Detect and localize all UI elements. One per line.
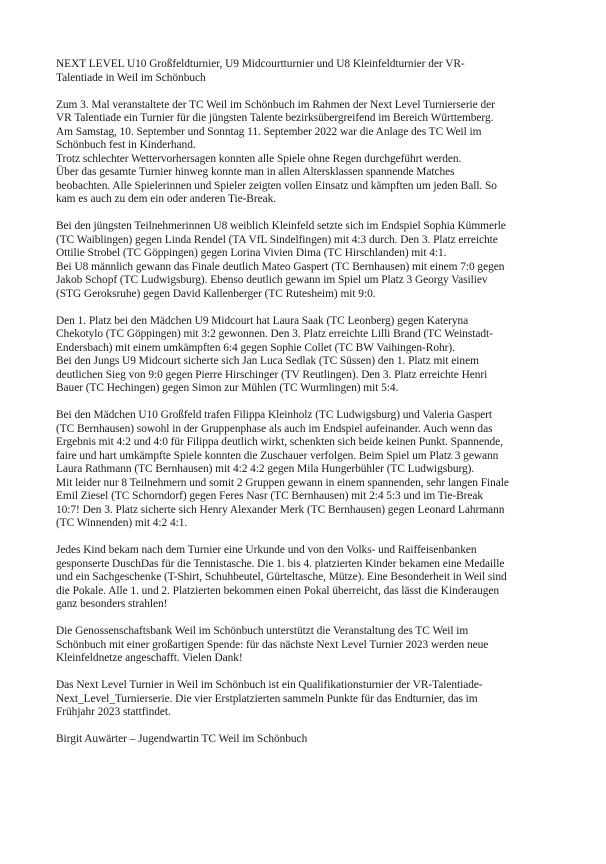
text-line: faire und hart umkämpfte Spiele konnten die Zuschauer verfolgen. Beim Spiel um Platz 3 gewann <box>56 449 499 462</box>
text-line: die Pokale. Alle 1. und 2. Platzierten bekommen einen Pokal überreicht, das lässt die Kinderaugen <box>56 584 500 597</box>
text-line: Bei den Jungs U9 Midcourt sicherte sich Jan Luca Sedlak (TC Süssen) den 1. Platz mit einem <box>56 355 479 367</box>
paragraph-prizes <box>56 544 556 612</box>
text-line: Ottilie Strobel (TC Göppingen) gegen Lorina Vivien Dima (TC Hirschlanden) mit 4:1. <box>56 247 447 259</box>
text-line: und ein Sachgeschenke (T-Shirt, Schuhbeutel, Gürteltasche, Mütze). Eine Besonderheit in Weil sind <box>56 571 507 583</box>
text-line: Bei den jüngsten Teilnehmerinnen U8 weiblich Kleinfeld setzte sich im Endspiel Sophia Kümmerle <box>56 220 506 232</box>
text-line: (TC Bernhausen) sowohl in der Gruppenphase als auch im Endspiel aufeinander. Auch wenn das <box>56 422 493 435</box>
text-line: Bauer (TC Hechingen) gegen Simon zur Mühlen (TC Wurmlingen) mit 5:4. <box>56 382 399 394</box>
text-line: Den 1. Platz bei den Mädchen U9 Midcourt hat Laura Saak (TC Leonberg) gegen Kateryna <box>56 314 469 327</box>
paragraph-u9-results <box>56 315 556 396</box>
text-line: Jedes Kind bekam nach dem Turnier eine Urkunde und von den Volks- und Raiffeisenbanken <box>56 544 477 556</box>
paragraph-u10-results <box>56 409 556 531</box>
paragraph-sponsor <box>56 625 556 666</box>
text-line: VR Talentiade ein Turnier für die jüngsten Talente bezirksübergreifend im Bereich Württemberg. <box>56 112 494 124</box>
paragraph-intro <box>56 99 556 207</box>
title-line: NEXT LEVEL U10 Großfeldturnier, U9 Midcourtturnier und U8 Kleinfeldturnier der VR- <box>56 58 465 70</box>
text-line: Schönbuch mit einer großartigen Spende: für das nächste Next Level Turnier 2023 werden neue <box>56 638 489 651</box>
document-title <box>56 58 556 85</box>
text-line: Next_Level_Turnierserie. Die vier Erstplatzierten sammeln Punkte für das Endturnier, das im <box>56 692 478 705</box>
text-line: Trotz schlechter Wettervorhersagen konnten alle Spiele ohne Regen durchgeführt werden. <box>56 152 462 165</box>
author-signature: Birgit Auwärter – Jugendwartin TC Weil im Schönbuch <box>56 733 308 745</box>
text-line: Ergebnis mit 4:2 und 4:0 für Filippa deutlich wirkt, schenkten sich beide keinen Punkt. Spannende, <box>56 436 503 448</box>
document-body <box>56 58 556 747</box>
text-line: (TC Waiblingen) gegen Linda Rendel (TA VfL Sindelfingen) mit 4:3 durch. Den 3. Platz erreichte <box>56 233 498 246</box>
text-line: deutlichen Sieg von 9:0 gegen Pierre Hirschinger (TV Reutlingen). Den 3. Platz erreichte Henri <box>56 368 488 381</box>
text-line: Endersbach) mit einem umkämpften 6:4 gegen Sophie Collet (TC BW Vaihingen-Rohr). <box>56 341 455 354</box>
text-line: Schönbuch fest in Kinderhand. <box>56 139 196 151</box>
text-line: gesponserte DuschDas für die Tennistasche. Die 1. bis 4. platzierten Kinder bekamen eine Medaille <box>56 557 505 570</box>
text-line: Frühjahr 2023 stattfindet. <box>56 706 171 718</box>
text-line: Chekotylo (TC Göppingen) mit 3:2 gewonnen. Den 3. Platz erreichte Lilli Brand (TC Weinstadt- <box>56 328 493 340</box>
text-line: Mit leider nur 8 Teilnehmern und somit 2 Gruppen gewann in einem spannenden, sehr langen Finale <box>56 476 509 489</box>
text-line: Bei den Mädchen U10 Großfeld trafen Filippa Kleinholz (TC Ludwigsburg) und Valeria Gaspert <box>56 409 493 421</box>
text-line: 10:7! Den 3. Platz sicherte sich Henry Alexander Merk (TC Bernhausen) gegen Leonard Lahrmann <box>56 503 505 516</box>
title-line: Talentiade in Weil im Schönbuch <box>56 71 206 84</box>
text-line: Über das gesamte Turnier hinweg konnte man in allen Altersklassen spannende Matches <box>56 166 455 178</box>
text-line: Das Next Level Turnier in Weil im Schönbuch ist ein Qualifikationsturnier der VR-Talentiade- <box>56 679 483 691</box>
text-line: ganz besonders strahlen! <box>56 598 168 610</box>
text-line: Jakob Schopf (TC Ludwigsburg). Ebenso deutlich gewann im Spiel um Platz 3 Georgy Vasiliev <box>56 274 488 286</box>
text-line: (STG Geroksruhe) gegen David Kallenberger (TC Rutesheim) mit 9:0. <box>56 287 376 300</box>
text-line: Kleinfeldnetze angeschafft. Vielen Dank! <box>56 652 243 664</box>
text-line: (TC Winnenden) mit 4:2 4:1. <box>56 517 188 529</box>
paragraph-qualification <box>56 679 556 720</box>
text-line: beobachten. Alle Spielerinnen und Spieler zeigten vollen Einsatz und kämpften um jeden Ball. So <box>56 179 497 192</box>
paragraph-u8-results <box>56 220 556 301</box>
text-line: Emil Ziesel (TC Schorndorf) gegen Feres Nasr (TC Bernhausen) mit 2:4 5:3 und im Tie-Break <box>56 490 484 502</box>
text-line: kam es auch zu dem ein oder anderen Tie-Break. <box>56 193 277 205</box>
text-line: Die Genossenschaftsbank Weil im Schönbuch unterstützt die Veranstaltung des TC Weil im <box>56 625 469 637</box>
text-line: Laura Rathmann (TC Bernhausen) mit 4:2 4:2 gegen Mila Hungerbühler (TC Ludwigsburg). <box>56 463 475 475</box>
text-line: Am Samstag, 10. September und Sonntag 11. September 2022 war die Anlage des TC Weil im <box>56 125 482 138</box>
text-line: Bei U8 männlich gewann das Finale deutlich Mateo Gaspert (TC Bernhausen) mit einem 7:0 gegen <box>56 260 505 273</box>
text-line: Zum 3. Mal veranstaltete der TC Weil im Schönbuch im Rahmen der Next Level Turnierserie der <box>56 98 495 111</box>
